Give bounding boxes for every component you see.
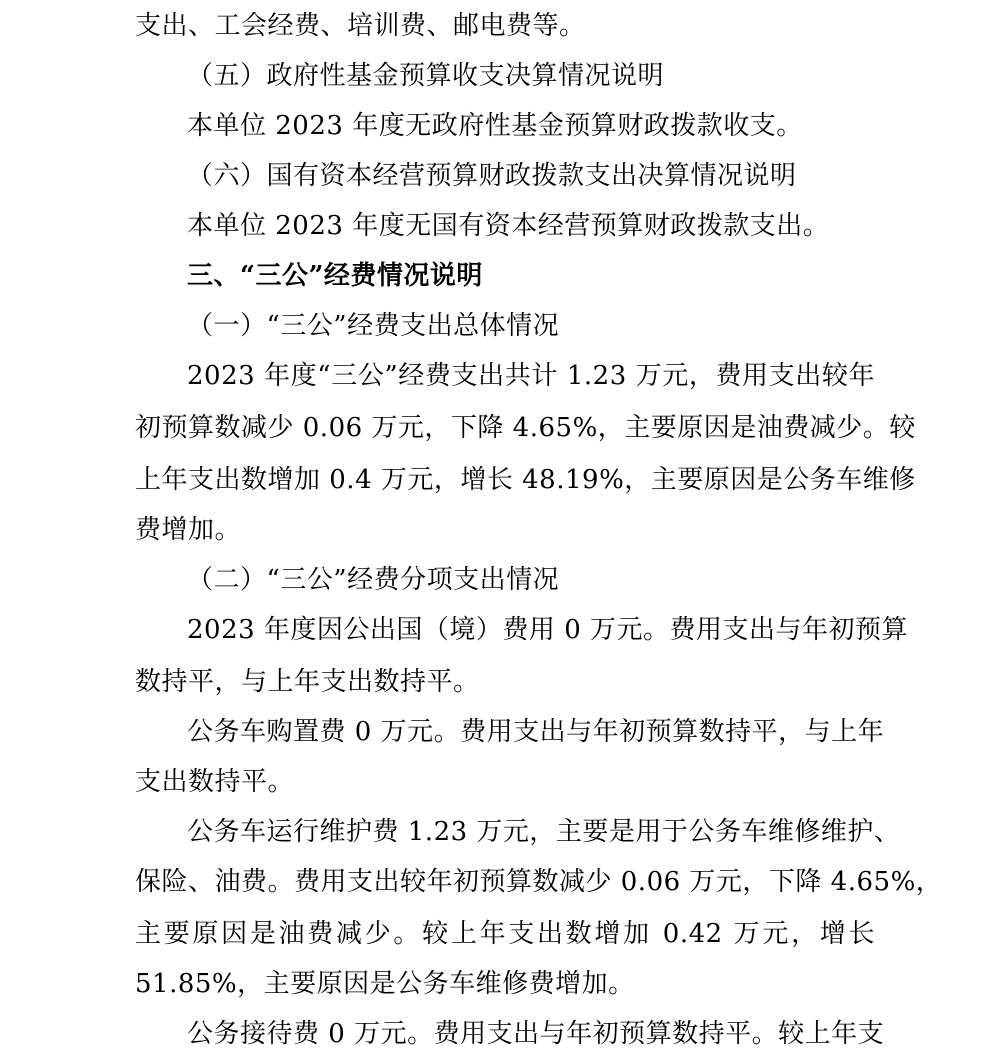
chapter-heading: 三、“三公”经费情况说明 bbox=[187, 261, 483, 291]
text-line: 保险、油费。费用支出较年初预算数减少 0.06 万元，下降 4.65%， bbox=[135, 867, 943, 897]
text-line: 公务车运行维护费 1.23 万元，主要是用于公务车维修维护、 bbox=[187, 817, 901, 847]
section-heading: （五）政府性基金预算收支决算情况说明 bbox=[187, 61, 665, 91]
text-line: 费增加。 bbox=[135, 515, 242, 545]
text-line: 数持平，与上年支出数持平。 bbox=[135, 667, 480, 697]
text-line: 2023 年度“三公”经费支出共计 1.23 万元，费用支出较年 bbox=[187, 361, 875, 391]
text-line: 公务车购置费 0 万元。费用支出与年初预算数持平，与上年 bbox=[187, 717, 885, 747]
section-heading: （六）国有资本经营预算财政拨款支出决算情况说明 bbox=[187, 161, 797, 191]
section-heading: （二）“三公”经费分项支出情况 bbox=[187, 565, 560, 595]
text-line: 51.85%，主要原因是公务车维修费增加。 bbox=[135, 969, 635, 999]
text-line: 公务接待费 0 万元。费用支出与年初预算数持平。较上年支 bbox=[187, 1019, 885, 1049]
section-heading: （一）“三公”经费支出总体情况 bbox=[187, 311, 560, 341]
text-line: 本单位 2023 年度无政府性基金预算财政拨款收支。 bbox=[187, 111, 803, 141]
text-line: 初预算数减少 0.06 万元，下降 4.65%，主要原因是油费减少。较 bbox=[135, 413, 916, 443]
text-line: 上年支出数增加 0.4 万元，增长 48.19%，主要原因是公务车维修 bbox=[135, 465, 916, 495]
text-line: 2023 年度因公出国（境）费用 0 万元。费用支出与年初预算 bbox=[187, 615, 909, 645]
text-line: 支出、工会经费、培训费、邮电费等。 bbox=[135, 11, 586, 41]
text-line: 本单位 2023 年度无国有资本经营预算财政拨款支出。 bbox=[187, 211, 830, 241]
text-line: 主要原因是油费减少。较上年支出数增加 0.42 万元，增长 bbox=[135, 919, 875, 949]
text-line: 支出数持平。 bbox=[135, 767, 295, 797]
